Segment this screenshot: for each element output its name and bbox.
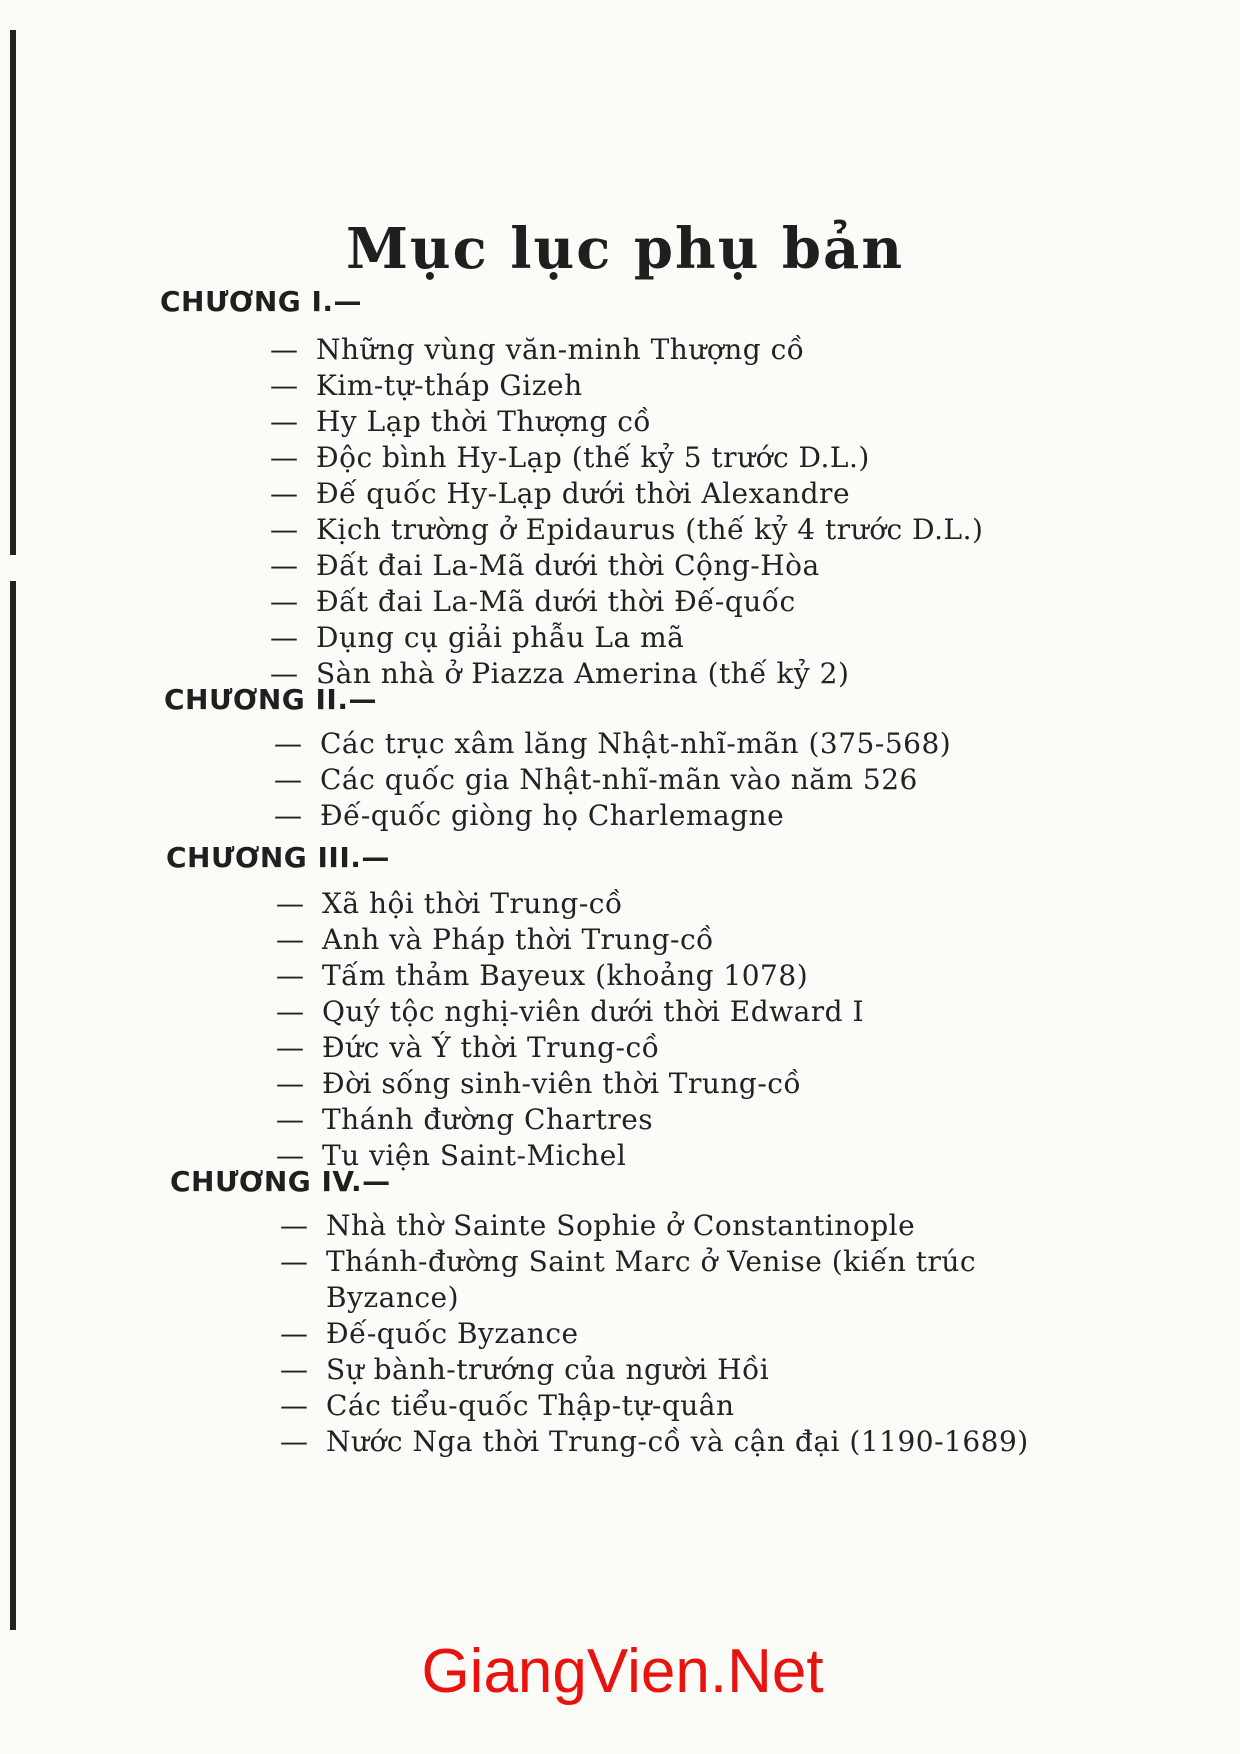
dash-marker: — xyxy=(276,887,304,920)
list-item: — Xã hội thời Trung-cồ xyxy=(276,887,623,920)
list-item: — Đời sống sinh-viên thời Trung-cồ xyxy=(276,1067,802,1100)
dash-marker: — xyxy=(276,959,304,992)
page-title: Mục lục phụ bản xyxy=(345,215,905,282)
watermark: GiangVien.Net xyxy=(421,1637,824,1706)
list-item: — Đế quốc Hy-Lạp dưới thời Alexandre xyxy=(270,477,851,510)
dash-marker: — xyxy=(280,1389,308,1422)
dash-marker: — xyxy=(270,477,298,510)
list-item: — Kịch trường ở Epidaurus (thế kỷ 4 trước D.L.) xyxy=(270,513,984,546)
list-item: — Anh và Pháp thời Trung-cồ xyxy=(276,923,714,956)
dash-marker: — xyxy=(270,369,298,402)
dash-marker: — xyxy=(276,995,304,1028)
list-item: — Các tiểu-quốc Thập-tự-quân xyxy=(280,1389,735,1422)
dash-marker: — xyxy=(270,513,298,546)
dash-marker: — xyxy=(270,549,298,582)
list-item: — Nhà thờ Sainte Sophie ở Constantinople xyxy=(280,1209,916,1242)
dash-marker: — xyxy=(270,585,298,618)
dash-marker: — xyxy=(280,1245,308,1278)
list-item: — Đế-quốc Byzance xyxy=(280,1317,579,1350)
dash-marker: — xyxy=(280,1317,308,1350)
dash-marker: — xyxy=(276,923,304,956)
chapter-heading: CHƯƠNG I.— xyxy=(160,285,363,318)
chapter-heading: CHƯƠNG IV.— xyxy=(170,1165,391,1198)
chapter-3 xyxy=(166,840,1146,1172)
dash-marker: — xyxy=(276,1139,304,1172)
dash-marker: — xyxy=(270,333,298,366)
list-item: — Dụng cụ giải phẫu La mã xyxy=(270,621,685,654)
dash-marker: — xyxy=(280,1425,308,1458)
chapter-heading: CHƯƠNG III.— xyxy=(166,841,390,874)
list-item: — Đế-quốc giòng họ Charlemagne xyxy=(274,799,785,832)
list-item: — Sự bành-trướng của người Hồi xyxy=(280,1353,770,1386)
dash-marker: — xyxy=(276,1067,304,1100)
binding-gap xyxy=(6,555,18,581)
dash-marker: — xyxy=(280,1209,308,1242)
chapter-item-list xyxy=(274,726,951,834)
list-item: — Những vùng văn-minh Thượng cồ xyxy=(270,333,805,366)
list-item: — Quý tộc nghị-viên dưới thời Edward I xyxy=(276,995,865,1028)
dash-marker: — xyxy=(280,1353,308,1386)
dash-marker: — xyxy=(270,405,298,438)
list-item: — Tấm thảm Bayeux (khoảng 1078) xyxy=(276,959,809,992)
list-item: — Tu viện Saint-Michel xyxy=(276,1139,627,1172)
dash-marker: — xyxy=(270,657,298,690)
chapter-item-list xyxy=(276,886,864,1174)
list-item: — Thánh-đường Saint Marc ở Venise (kiến trúc Byzance) xyxy=(280,1245,977,1314)
chapter-2 xyxy=(164,682,1144,832)
dash-marker: — xyxy=(270,621,298,654)
list-item: — Nước Nga thời Trung-cồ và cận đại (1190-1689) xyxy=(280,1425,1029,1458)
dash-marker: — xyxy=(276,1103,304,1136)
list-item: — Đất đai La-Mã dưới thời Đế-quốc xyxy=(270,585,796,618)
list-item: — Sàn nhà ở Piazza Amerina (thế kỷ 2) xyxy=(270,657,850,690)
list-item: — Các trục xâm lăng Nhật-nhĩ-mãn (375-568) xyxy=(274,727,952,760)
list-item: — Kim-tự-tháp Gizeh xyxy=(270,369,583,402)
dash-marker: — xyxy=(274,799,302,832)
list-item: — Đất đai La-Mã dưới thời Cộng-Hòa xyxy=(270,549,820,582)
list-item: — Đức và Ý thời Trung-cồ xyxy=(276,1031,660,1064)
list-item: — Thánh đường Chartres xyxy=(276,1103,654,1136)
dash-marker: — xyxy=(274,763,302,796)
chapter-1 xyxy=(160,284,1140,690)
chapter-heading: CHƯƠNG II.— xyxy=(164,683,377,716)
chapter-item-list xyxy=(270,332,983,692)
dash-marker: — xyxy=(276,1031,304,1064)
dash-marker: — xyxy=(270,441,298,474)
dash-marker: — xyxy=(274,727,302,760)
chapter-4 xyxy=(170,1164,1150,1458)
list-item: — Độc bình Hy-Lạp (thế kỷ 5 trước D.L.) xyxy=(270,441,870,474)
list-item: — Các quốc gia Nhật-nhĩ-mãn vào năm 526 xyxy=(274,763,918,796)
chapter-item-list xyxy=(280,1208,1029,1460)
list-item: — Hy Lạp thời Thượng cồ xyxy=(270,405,652,438)
